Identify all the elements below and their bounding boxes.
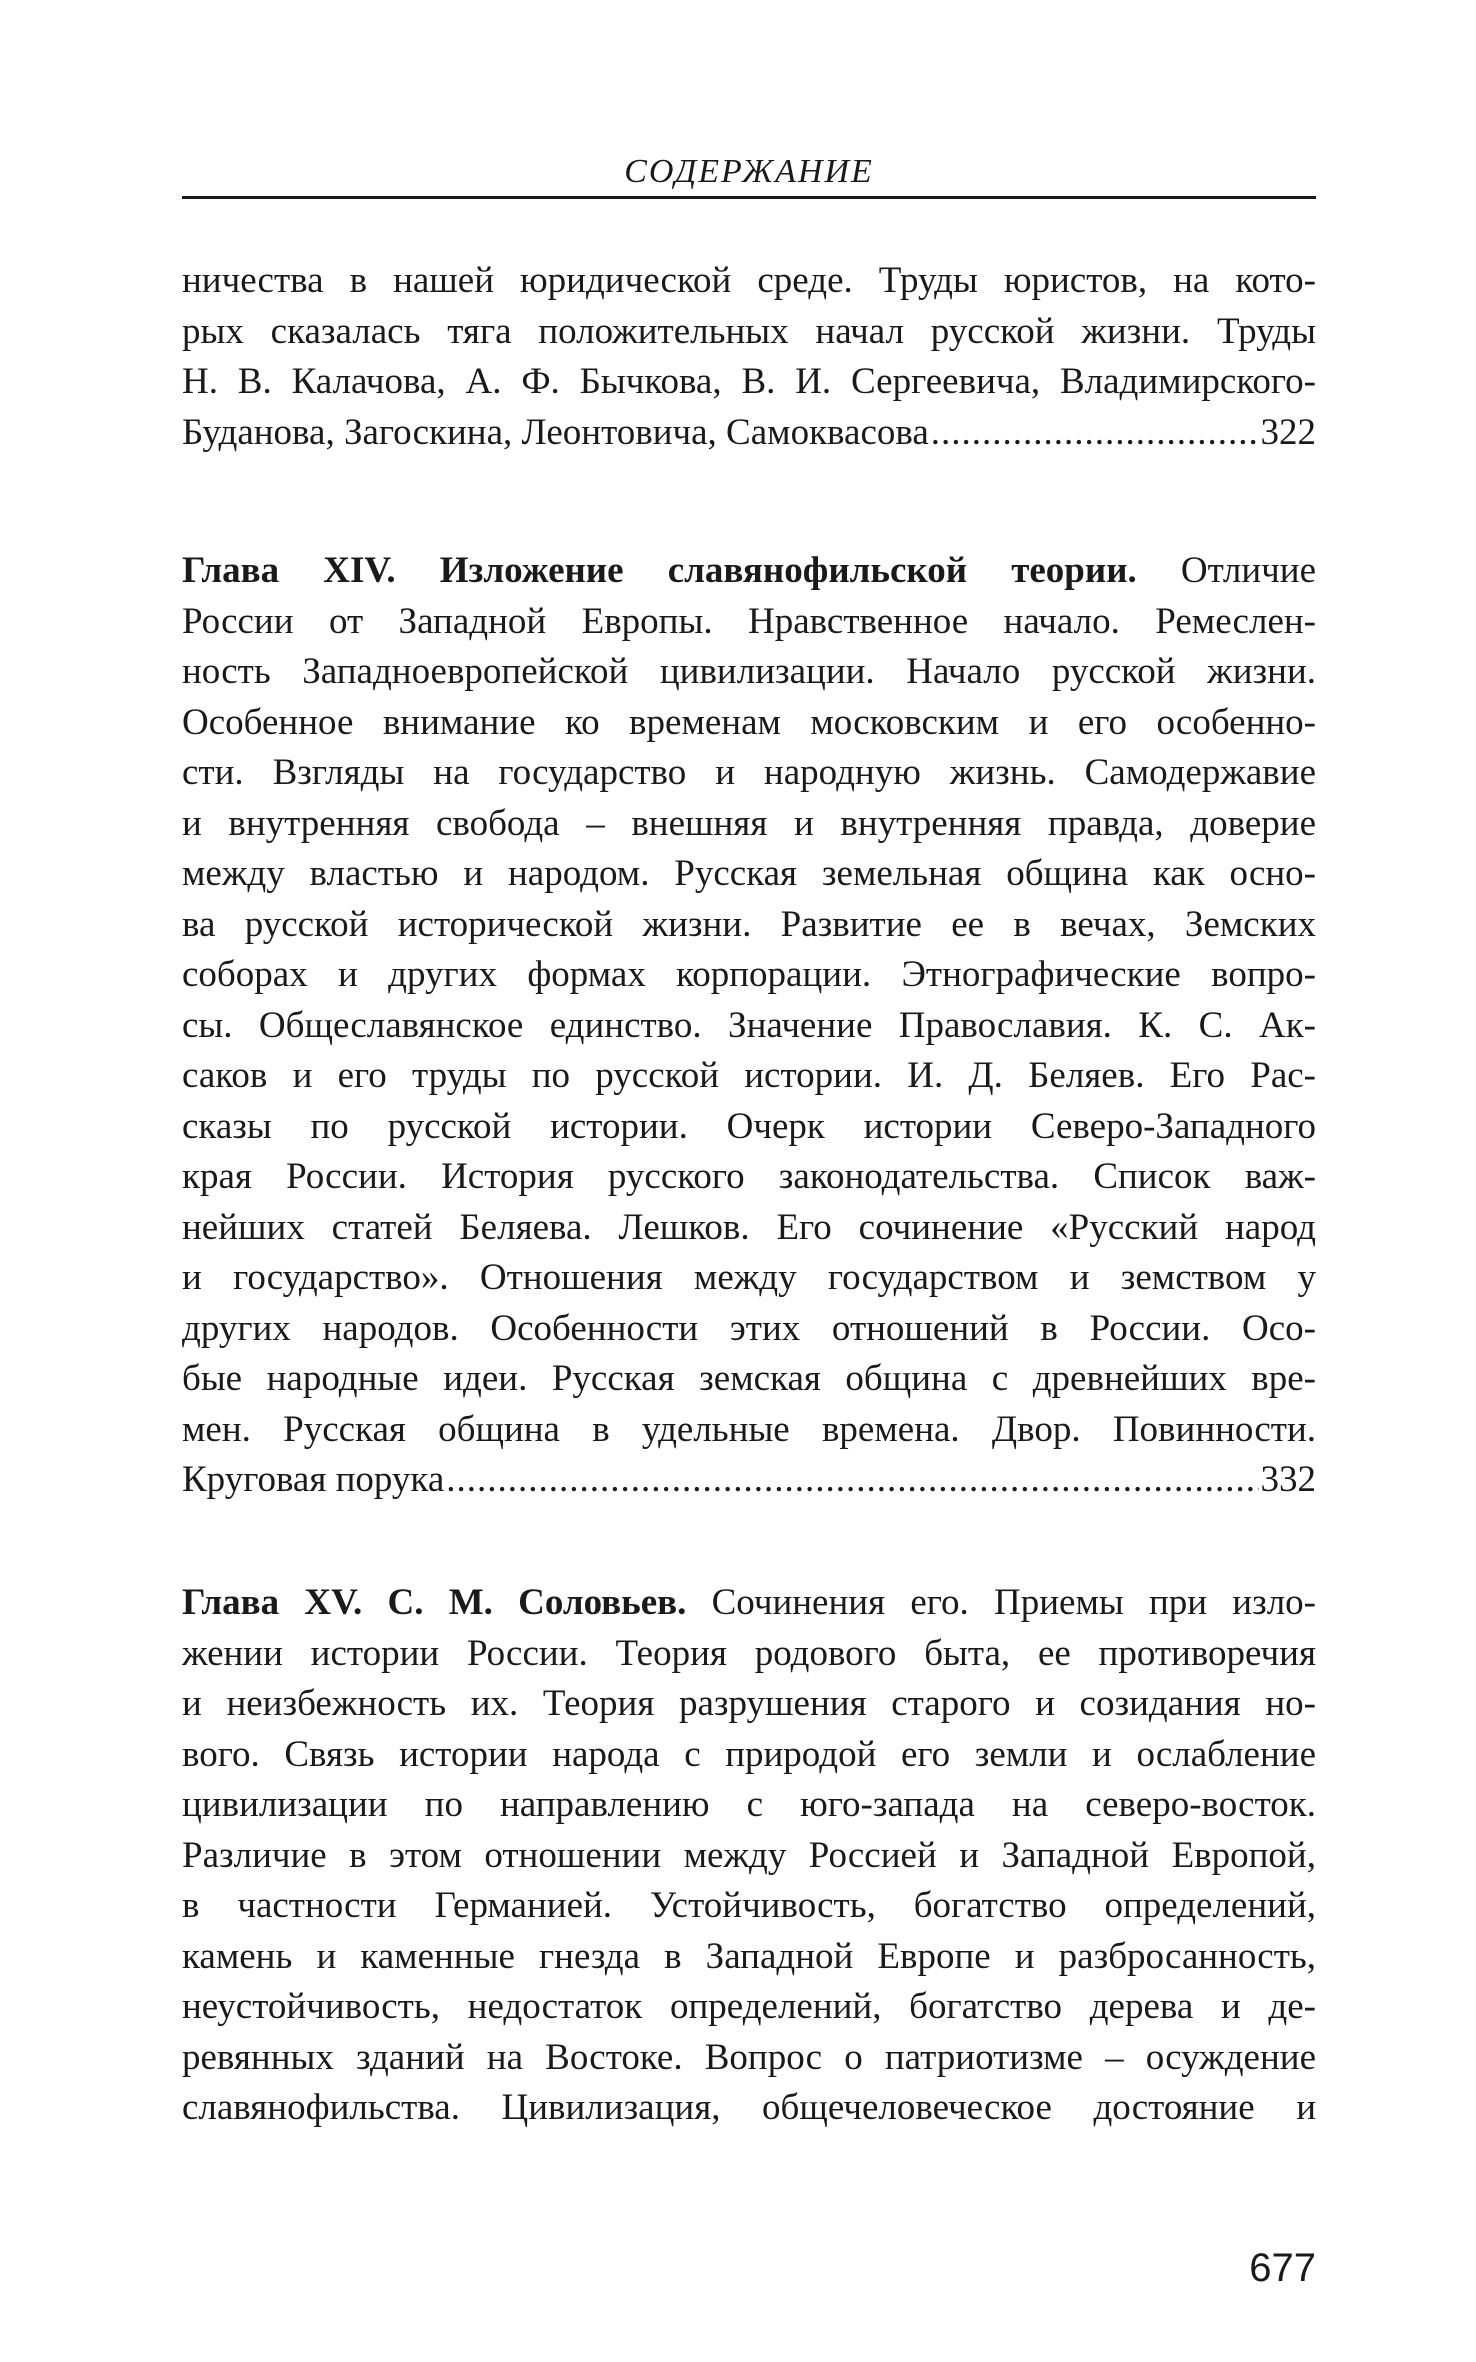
entry-line: ва русской исторической жизни. Развитие ее в вечах, Земских xyxy=(182,903,1316,945)
entry-last-line xyxy=(182,408,1316,459)
entry-line: саков и его труды по русской истории. И. Д. Беляев. Его Рас- xyxy=(182,1055,1316,1096)
entry-line: нейших статей Беляева. Лешков. Его сочинение «Русский народ xyxy=(182,1206,1316,1248)
entry-line: между властью и народом. Русская земельная община как осно- xyxy=(182,853,1316,894)
entry-line: сти. Взгляды на государство и народную жизнь. Самодержавие xyxy=(182,752,1316,793)
entry-line: сы. Общеславянское единство. Значение Православия. К. С. Ак- xyxy=(182,1004,1316,1046)
entry-line: неустойчивость, недостаток определений, богатство дерева и де- xyxy=(182,1986,1316,2027)
entry-line: и государство». Отношения между государством и земством у xyxy=(182,1257,1316,1298)
entry-first-line xyxy=(182,546,1316,597)
chapter-title: Глава XV. С. М. Соловьев. xyxy=(182,1582,687,1623)
entry-line: края России. История русского законодательства. Список важ- xyxy=(182,1156,1316,1197)
entry-line: жении истории России. Теория родового быта, ее противоречия xyxy=(182,1632,1316,1674)
toc-entry-chapter-xiv xyxy=(182,546,1316,1506)
page-reference: 322 xyxy=(1260,411,1316,453)
entry-last-line xyxy=(182,1455,1316,1506)
entry-line: других народов. Особенности этих отношений в России. Осо- xyxy=(182,1307,1316,1349)
page-reference: 332 xyxy=(1260,1459,1316,1500)
entry-first-line xyxy=(182,1578,1316,1629)
entry-line: мен. Русская община в удельные времена. Двор. Повинности. xyxy=(182,1408,1316,1450)
entry-text: Отличие xyxy=(1136,550,1316,591)
entry-line: сказы по русской истории. Очерк истории Северо-Западного xyxy=(182,1105,1316,1147)
entry-line: и внутренняя свобода – внешняя и внутренняя правда, доверие xyxy=(182,802,1316,844)
entry-line: ность Западноевропейской цивилизации. Начало русской жизни. xyxy=(182,651,1316,692)
toc-entry-chapter-xv xyxy=(182,1578,1316,2134)
entry-line: Различие в этом отношении между Россией и Западной Европой, xyxy=(182,1834,1316,1876)
page-number: 677 xyxy=(1249,2246,1316,2290)
entry-line: и неизбежность их. Теория разрушения старого и созидания но- xyxy=(182,1683,1316,1724)
leader-dots xyxy=(931,408,1259,459)
entry-line: соборах и других формах корпорации. Этнографические вопро- xyxy=(182,954,1316,995)
entry-line: цивилизации по направлению с юго-запада на северо-восток. xyxy=(182,1784,1316,1825)
entry-line: камень и каменные гнезда в Западной Европе и разбросанность, xyxy=(182,1935,1316,1977)
entry-line: вого. Связь истории народа с природой его земли и ослабление xyxy=(182,1733,1316,1775)
entry-line: славянофильства. Цивилизация, общечеловеческое достояние и xyxy=(182,2087,1316,2128)
entry-line: в частности Германией. Устойчивость, богатство определений, xyxy=(182,1885,1316,1926)
toc-entry-continuation xyxy=(182,256,1316,458)
entry-line: бые народные идеи. Русская земская община с древнейших вре- xyxy=(182,1358,1316,1399)
entry-line: Особенное внимание ко временам московским и его особенно- xyxy=(182,701,1316,743)
chapter-title: Глава XIV. Изложение славянофильской теории. xyxy=(182,550,1137,591)
running-head: СОДЕРЖАНИЕ xyxy=(624,153,874,190)
entry-line: Круговая порука xyxy=(182,1459,445,1500)
entry-line: ревянных зданий на Востоке. Вопрос о патриотизме – осуждение xyxy=(182,2036,1316,2078)
book-page xyxy=(182,0,1316,2362)
entry-line: Буданова, Загоскина, Леонтовича, Самоквасова xyxy=(182,411,929,453)
entry-line: рых сказалась тяга положительных начал русской жизни. Труды xyxy=(182,310,1316,352)
header-rule xyxy=(182,196,1316,199)
entry-line: ничества в нашей юридической среде. Труды юристов, на кото- xyxy=(182,260,1316,301)
leader-dots xyxy=(446,1455,1258,1506)
entry-text: Сочинения его. Приемы при изло- xyxy=(686,1582,1316,1623)
entry-line: России от Западной Европы. Нравственное начало. Ремеслен- xyxy=(182,600,1316,642)
entry-line: Н. В. Калачова, А. Ф. Бычкова, В. И. Сергеевича, Владимирского- xyxy=(182,361,1316,402)
